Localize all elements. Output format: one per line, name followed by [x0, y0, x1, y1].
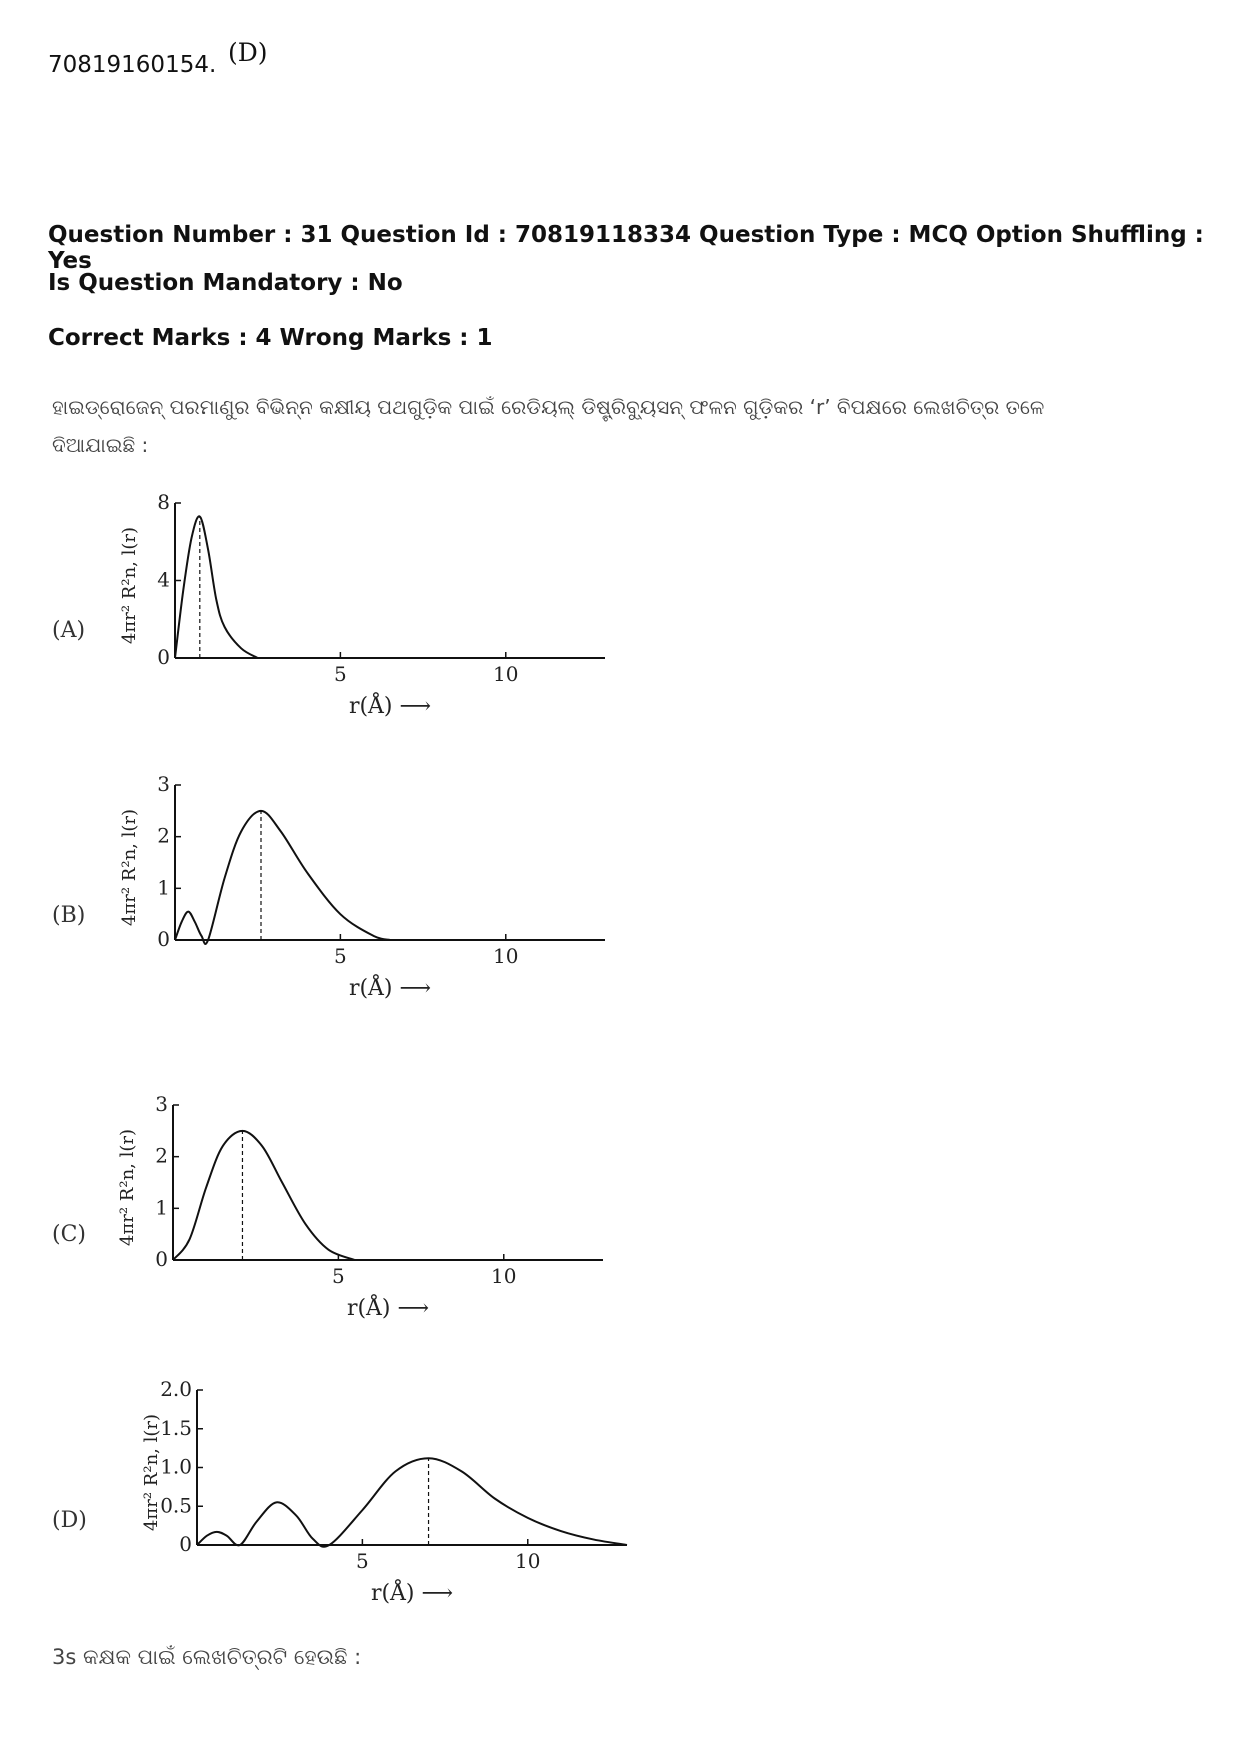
- x-tick-label: 10: [493, 944, 519, 968]
- x-axis-label: r(Å) ⟶: [348, 694, 432, 718]
- distribution-curve: [197, 1458, 627, 1547]
- option-c-label: (C): [52, 1222, 86, 1247]
- question-footer: 3s କକ୍ଷକ ପାଇଁ ଲେଖଚିତ୍ରଟି ହେଉଛି :: [52, 1645, 362, 1669]
- y-tick-label: 3: [157, 772, 170, 796]
- x-axis-label: r(Å) ⟶: [370, 1581, 454, 1605]
- distribution-curve: [173, 1131, 355, 1260]
- y-tick-label: 1: [155, 1195, 168, 1220]
- x-tick-label: 10: [515, 1549, 541, 1573]
- previous-option-label: (D): [228, 38, 268, 67]
- option-b-chart: [115, 770, 635, 1000]
- question-text: ହାଇଡ୍ରୋଜେନ୍ ପରମାଣୁର ବିଭିନ୍ନ କକ୍ଷୀୟ ପଥଗୁଡ଼ିକ ପାଇଁ ରେଡିୟଲ୍ ଡିଷ୍ଟ୍ରିବ୍ୟୁସନ୍ ଫଳନ ଗୁଡ଼ିକର ‘r’ ବିପକ୍ଷରେ ଲେଖଚିତ୍ର ତଳେ ଦିଆଯାଇଛି :: [52, 395, 1045, 457]
- option-c-chart: [115, 1090, 635, 1320]
- x-tick-label: 10: [493, 662, 519, 686]
- y-tick-label: 8: [157, 490, 170, 514]
- option-d-label: (D): [52, 1508, 87, 1533]
- y-tick-label: 2.0: [160, 1377, 192, 1401]
- x-tick-label: 5: [356, 1549, 369, 1573]
- previous-option-id: 70819160154.: [48, 52, 217, 78]
- x-tick-label: 5: [332, 1264, 345, 1288]
- x-axis-label: r(Å) ⟶: [348, 976, 432, 1000]
- x-tick-label: 5: [334, 944, 347, 968]
- y-tick-label: 0: [155, 1247, 168, 1271]
- y-axis-label: 4πr² R²n, l(r): [119, 808, 140, 927]
- y-tick-label: 3: [155, 1092, 168, 1116]
- question-mandatory-line: Is Question Mandatory : No: [48, 270, 403, 296]
- y-tick-label: 1.0: [160, 1454, 192, 1479]
- option-b-label: (B): [52, 903, 86, 928]
- y-tick-label: 0: [157, 927, 170, 951]
- option-a-label: (A): [52, 618, 86, 643]
- distribution-curve: [175, 811, 390, 944]
- y-tick-label: 0: [179, 1532, 192, 1556]
- y-tick-label: 2: [157, 823, 170, 848]
- y-axis-label: 4πr² R²n, l(r): [117, 1128, 138, 1247]
- y-tick-label: 4: [157, 567, 170, 592]
- y-axis-label: 4πr² R²n, l(r): [119, 526, 140, 645]
- x-tick-label: 10: [491, 1264, 517, 1288]
- option-a-chart: [115, 488, 635, 718]
- y-tick-label: 0: [157, 645, 170, 669]
- y-tick-label: 1: [157, 875, 170, 900]
- question-marks-line: Correct Marks : 4 Wrong Marks : 1: [48, 325, 493, 351]
- x-axis-label: r(Å) ⟶: [346, 1296, 430, 1320]
- option-d-chart: [115, 1375, 655, 1605]
- x-tick-label: 5: [334, 662, 347, 686]
- question-meta-line: Question Number : 31 Question Id : 70819118334 Question Type : MCQ Option Shuffling : Yes: [48, 222, 1204, 274]
- y-axis-label: 4πr² R²n, l(r): [141, 1413, 162, 1532]
- y-tick-label: 0.5: [160, 1493, 192, 1518]
- distribution-curve: [175, 516, 258, 658]
- y-tick-label: 1.5: [160, 1415, 192, 1440]
- y-tick-label: 2: [155, 1143, 168, 1168]
